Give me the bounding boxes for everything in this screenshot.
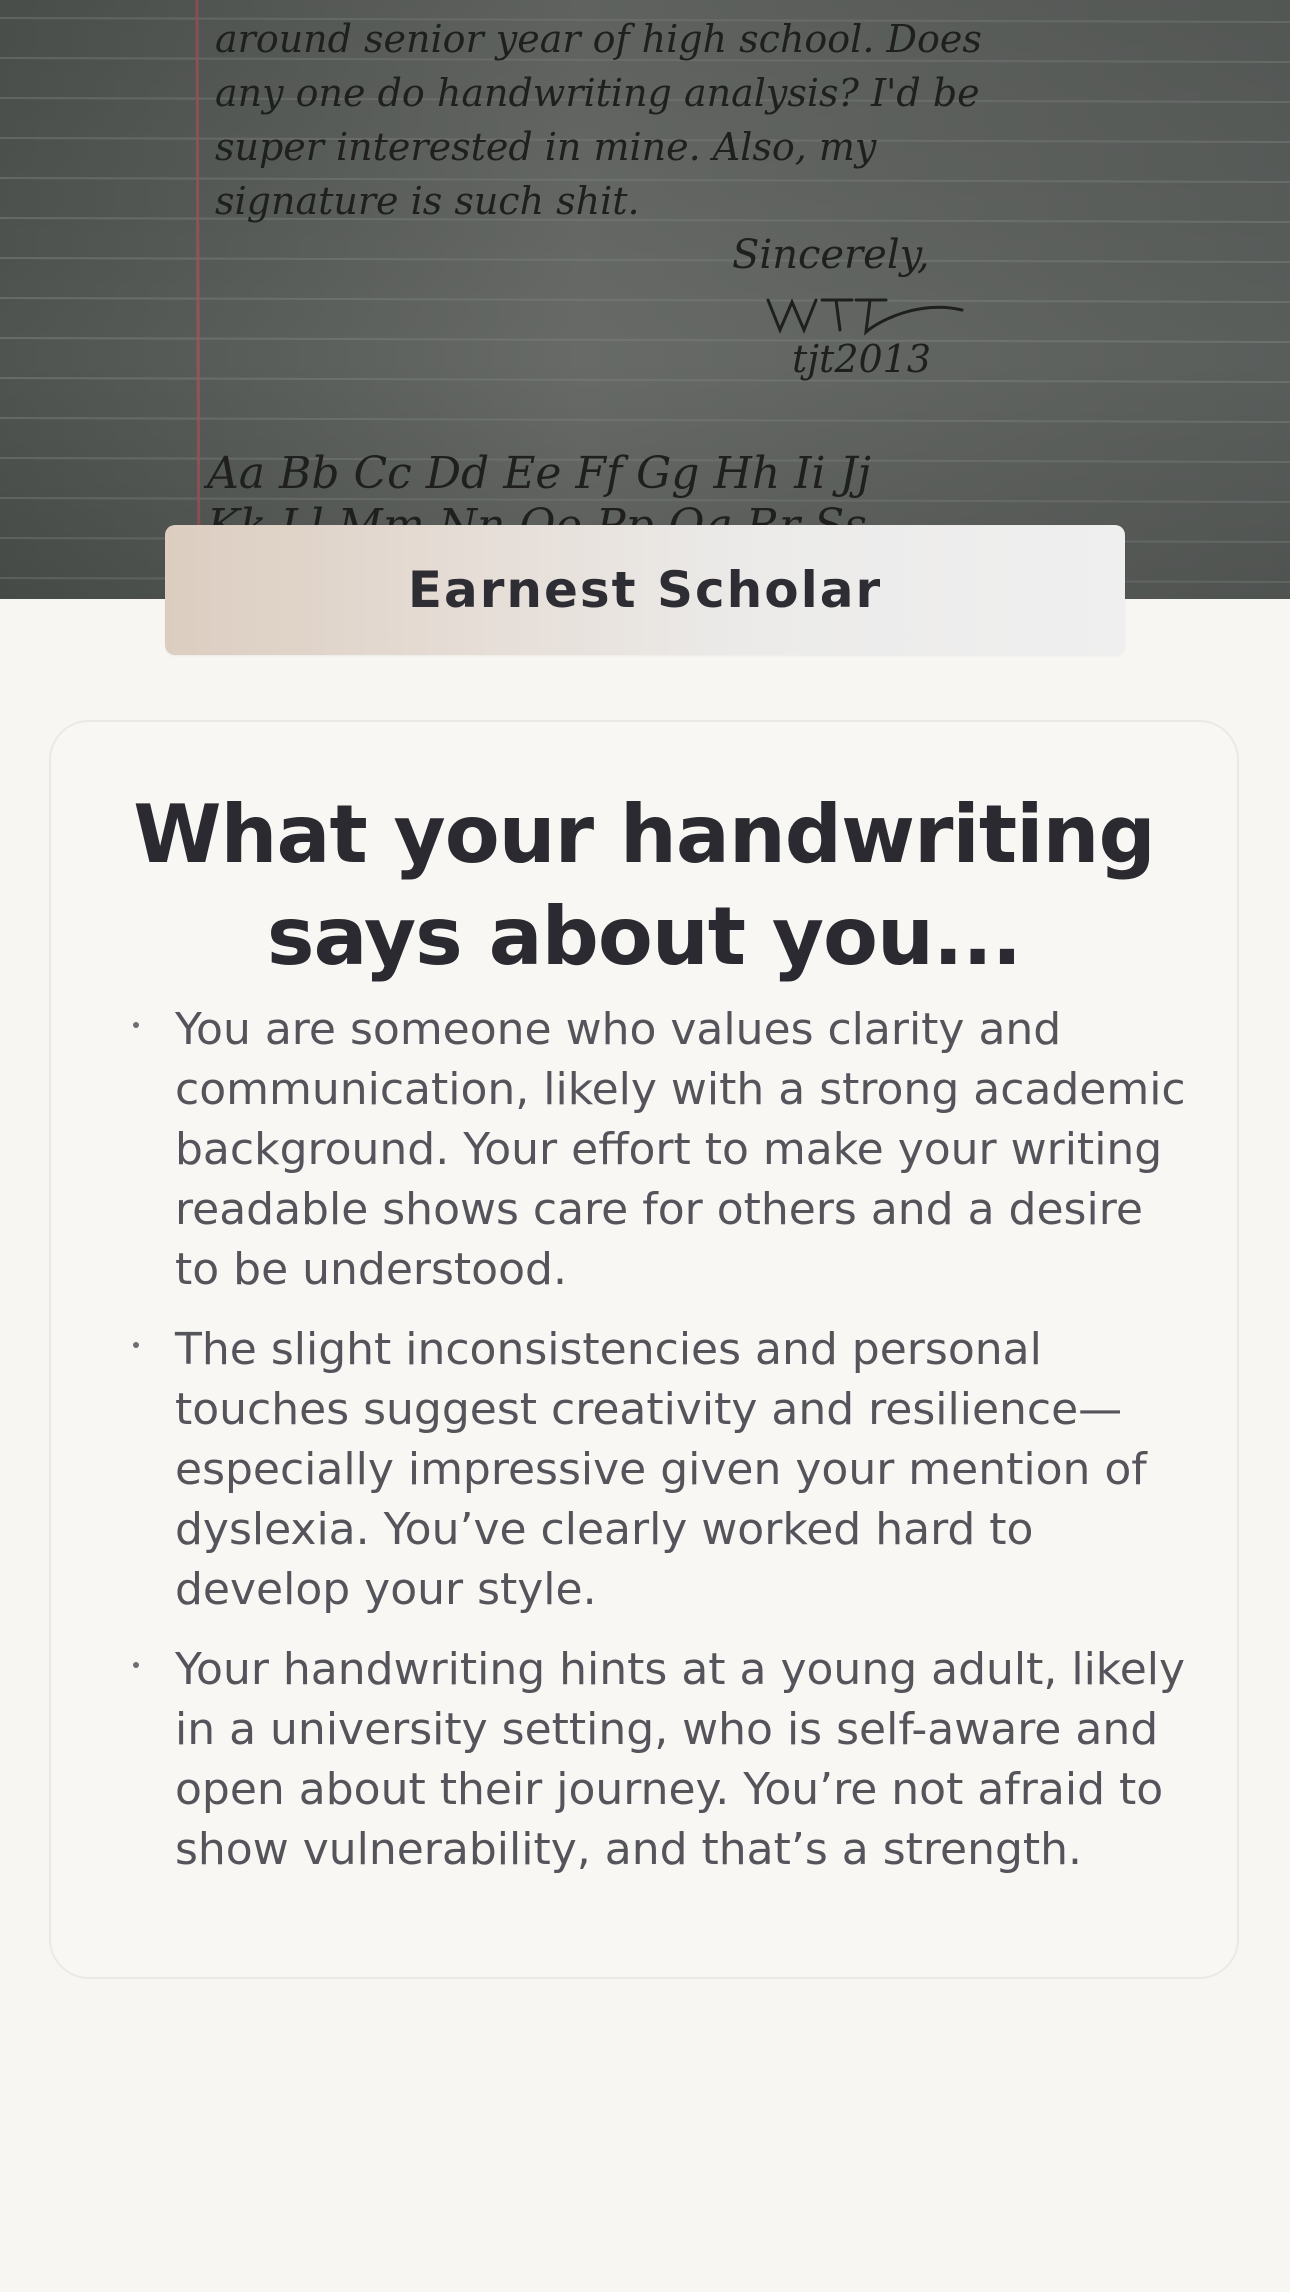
handwriting-line: around senior year of high school. Does [215,17,982,61]
handwriting-sample-image [0,0,1290,599]
analysis-card [49,720,1239,1979]
analysis-points [51,1000,1237,1880]
bullet-icon [133,1662,139,1668]
closing-text: Sincerely, [732,232,930,278]
analysis-point-text: Your handwriting hints at a young adult, likely in a university setting, who is self-aware and open about their journey. You’re not afraid to show vulnerability, and that’s a strength. [175,1644,1186,1875]
list-item [51,1320,1237,1620]
analysis-point-text: The slight inconsistencies and personal touches suggest creativity and resilience—especially impressive given your mention of dyslexia. You’ve clearly worked hard to develop your style. [175,1324,1147,1615]
handwriting-line: super interested in mine. Also, my [215,125,877,169]
bullet-icon [133,1342,139,1348]
analysis-point-text: You are someone who values clarity and communication, likely with a strong academic background. Your effort to make your writing readable shows care for others and a desire to be understood. [175,1004,1186,1295]
username-text: tjt2013 [792,337,932,381]
list-item [51,1640,1237,1880]
persona-badge [165,525,1125,655]
handwriting-photo [0,0,1290,599]
alphabet-line: Aa Bb Cc Dd Ee Ff Gg Hh Ii Jj [207,448,871,499]
persona-badge-label: Earnest Scholar [407,561,883,619]
handwriting-line: any one do handwriting analysis? I'd be [215,71,980,115]
analysis-title: What your handwriting says about you... [133,788,1155,983]
list-item [51,1000,1237,1300]
bullet-icon [133,1022,139,1028]
handwriting-line: signature is such shit. [215,179,640,223]
